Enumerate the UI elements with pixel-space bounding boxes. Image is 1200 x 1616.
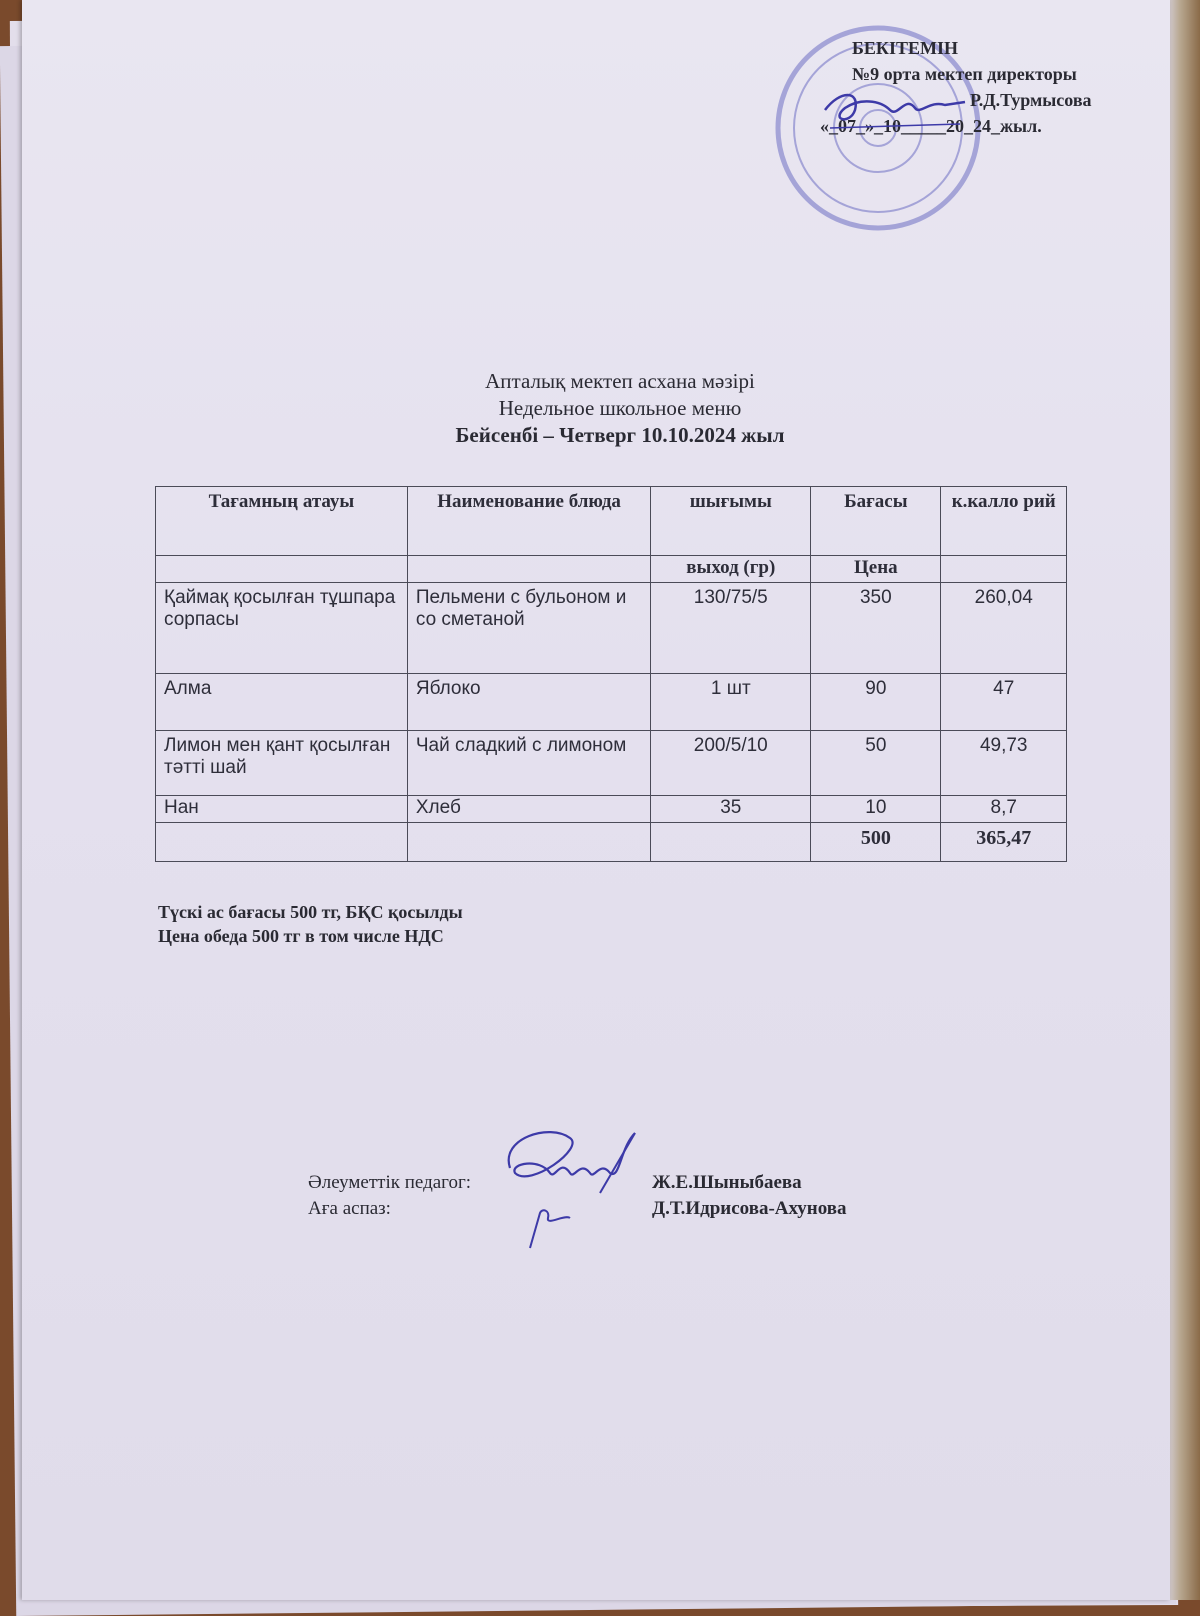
staff-roles bbox=[308, 1170, 471, 1222]
table-cell: 35 bbox=[651, 796, 811, 823]
role-head-cook: Аға аспаз: bbox=[308, 1198, 391, 1219]
header-cell: шығымы bbox=[651, 487, 811, 556]
table-cell: Алма bbox=[156, 674, 408, 731]
table-cell: Қаймақ қосылған тұшпара сорпасы bbox=[156, 583, 408, 674]
table-cell: 1 шт bbox=[651, 674, 811, 731]
header-cell: Тағамның атауы bbox=[156, 487, 408, 556]
approval-position: №9 орта мектеп директоры bbox=[852, 64, 1077, 84]
subheader-cell bbox=[407, 556, 650, 583]
table-total-row bbox=[156, 823, 1067, 862]
approval-name: Р.Д.Турмысова bbox=[970, 90, 1092, 110]
table-cell: 50 bbox=[811, 731, 941, 796]
table-cell: 260,04 bbox=[941, 583, 1067, 674]
table-cell: Яблоко bbox=[407, 674, 650, 731]
table-cell: Нан bbox=[156, 796, 408, 823]
title-date: Бейсенбі – Четверг 10.10.2024 жыл bbox=[455, 423, 785, 447]
header-cell: Наименование блюда bbox=[407, 487, 650, 556]
header-cell: к.калло рий bbox=[941, 487, 1067, 556]
subheader-cell: Цена bbox=[811, 556, 941, 583]
menu-table bbox=[155, 486, 1067, 862]
director-signature bbox=[820, 80, 970, 140]
table-cell: 350 bbox=[811, 583, 941, 674]
name-head-cook: Д.Т.Идрисова-Ахунова bbox=[652, 1198, 847, 1219]
header-cell: Бағасы bbox=[811, 487, 941, 556]
title-kazakh: Апталық мектеп асхана мәзірі bbox=[485, 369, 755, 393]
subheader-cell: выход (гр) bbox=[651, 556, 811, 583]
total-cell bbox=[156, 823, 408, 862]
table-header-row bbox=[156, 487, 1067, 556]
title-russian: Недельное школьное меню bbox=[498, 396, 742, 420]
total-cell: 365,47 bbox=[941, 823, 1067, 862]
table-cell: Чай сладкий с лимоном bbox=[407, 731, 650, 796]
table-cell: 8,7 bbox=[941, 796, 1067, 823]
approval-title: БЕКІТЕМІН bbox=[852, 38, 958, 58]
table-cell: 49,73 bbox=[941, 731, 1067, 796]
table-row bbox=[156, 674, 1067, 731]
price-note-russian: Цена обеда 500 тг в том числе НДС bbox=[158, 926, 444, 946]
table-row bbox=[156, 583, 1067, 674]
price-note-kazakh: Түскі ас бағасы 500 тг, БҚС қосылды bbox=[158, 902, 463, 922]
staff-signature bbox=[470, 1118, 660, 1258]
total-cell: 500 bbox=[811, 823, 941, 862]
name-social-pedagogue: Ж.Е.Шыныбаева bbox=[652, 1172, 802, 1193]
subheader-cell bbox=[156, 556, 408, 583]
table-row bbox=[156, 731, 1067, 796]
table-cell: 90 bbox=[811, 674, 941, 731]
total-cell bbox=[651, 823, 811, 862]
table-cell: 130/75/5 bbox=[651, 583, 811, 674]
table-cell: Лимон мен қант қосылған тәтті шай bbox=[156, 731, 408, 796]
table-surface-edge bbox=[1166, 0, 1200, 1600]
role-social-pedagogue: Әлеуметтік педагог: bbox=[308, 1172, 472, 1193]
staff-names bbox=[652, 1170, 847, 1222]
table-cell: 10 bbox=[811, 796, 941, 823]
table-cell: 200/5/10 bbox=[651, 731, 811, 796]
total-cell bbox=[407, 823, 650, 862]
approval-date: «_07_»_10_____20_24_жыл. bbox=[820, 116, 1042, 136]
table-cell: Пельмени с бульоном и со сметаной bbox=[407, 583, 650, 674]
table-subheader-row bbox=[156, 556, 1067, 583]
subheader-cell bbox=[941, 556, 1067, 583]
table-cell: Хлеб bbox=[407, 796, 650, 823]
document-titles bbox=[300, 368, 940, 449]
price-notes bbox=[158, 900, 463, 948]
table-cell: 47 bbox=[941, 674, 1067, 731]
table-row bbox=[156, 796, 1067, 823]
